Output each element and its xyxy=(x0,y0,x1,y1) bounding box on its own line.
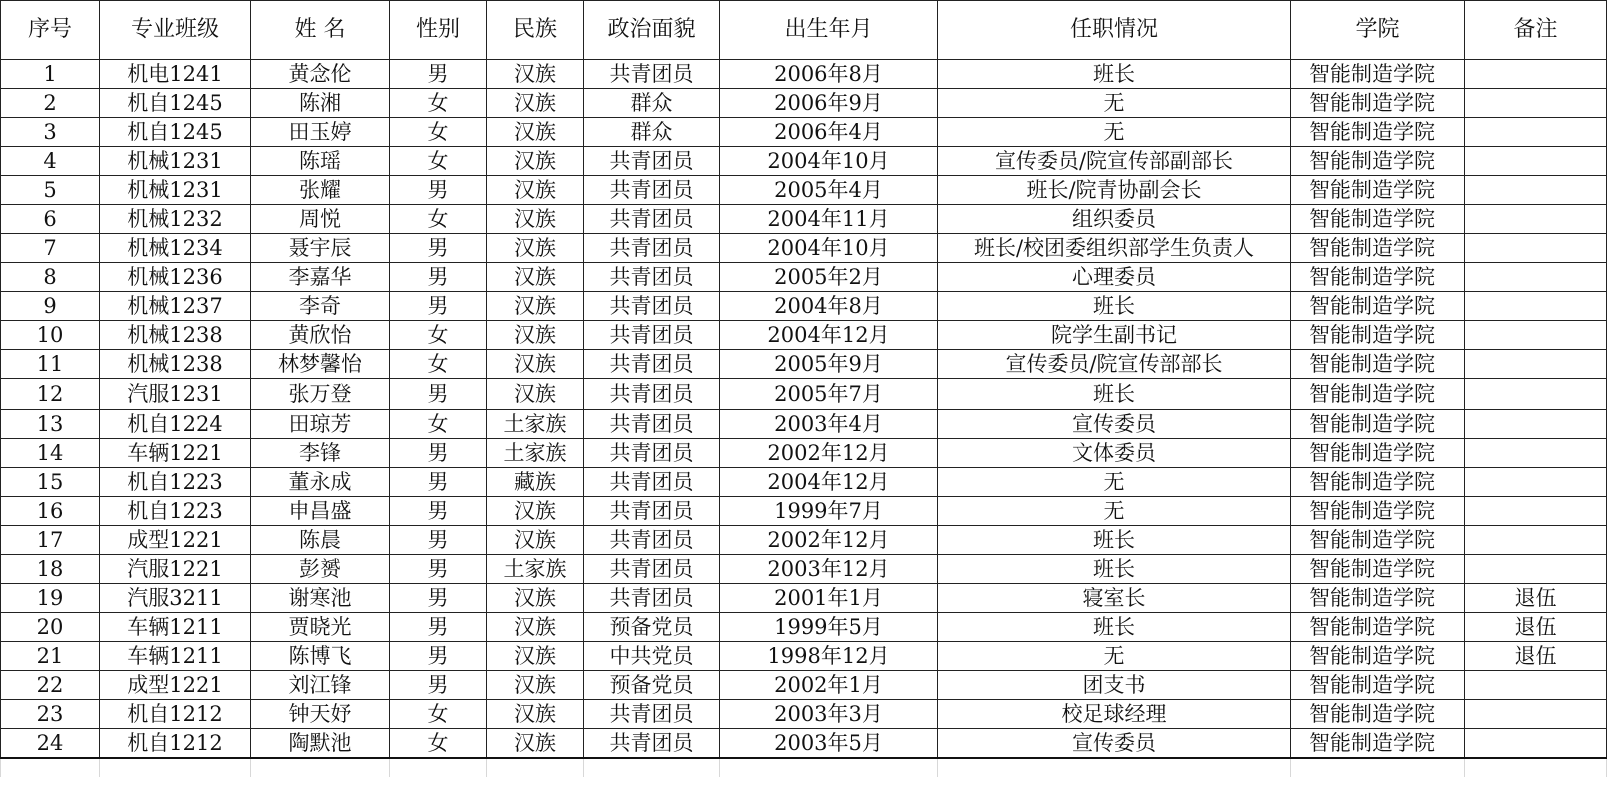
cell-political-status[interactable]: 共青团员 xyxy=(584,584,720,613)
table-row xyxy=(1,60,1607,89)
cell-political-status[interactable]: 共青团员 xyxy=(584,497,720,526)
table-row xyxy=(1,439,1607,468)
cell-political-status[interactable]: 共青团员 xyxy=(584,60,720,89)
cell-class[interactable]: 汽服1231 xyxy=(100,379,251,410)
table-row xyxy=(1,292,1607,321)
cell-index[interactable]: 5 xyxy=(1,176,100,205)
cell-ethnicity[interactable]: 汉族 xyxy=(487,642,584,671)
cell-ethnicity[interactable]: 汉族 xyxy=(487,700,584,729)
cell-position[interactable]: 班长 xyxy=(938,379,1291,410)
cell-index[interactable]: 4 xyxy=(1,147,100,176)
cell-college[interactable]: 智能制造学院 xyxy=(1291,205,1465,234)
cell-ethnicity[interactable]: 汉族 xyxy=(487,263,584,292)
empty-cell[interactable] xyxy=(584,758,720,777)
cell-position[interactable]: 无 xyxy=(938,89,1291,118)
table-row xyxy=(1,321,1607,350)
cell-name[interactable]: 陈湘 xyxy=(251,89,390,118)
cell-college[interactable]: 智能制造学院 xyxy=(1291,234,1465,263)
cell-index[interactable]: 9 xyxy=(1,292,100,321)
cell-ethnicity[interactable]: 汉族 xyxy=(487,205,584,234)
cell-college[interactable]: 智能制造学院 xyxy=(1291,555,1465,584)
cell-name[interactable]: 陈晨 xyxy=(251,526,390,555)
cell-name[interactable]: 陶默池 xyxy=(251,729,390,759)
cell-ethnicity[interactable]: 土家族 xyxy=(487,555,584,584)
cell-political-status[interactable]: 共青团员 xyxy=(584,147,720,176)
cell-birth-date[interactable]: 2003年3月 xyxy=(720,700,938,729)
cell-name[interactable]: 李锋 xyxy=(251,439,390,468)
cell-name[interactable]: 钟天妤 xyxy=(251,700,390,729)
cell-index[interactable]: 10 xyxy=(1,321,100,350)
cell-political-status[interactable]: 共青团员 xyxy=(584,176,720,205)
cell-class[interactable]: 车辆1211 xyxy=(100,642,251,671)
cell-remarks[interactable] xyxy=(1465,700,1607,729)
table-row xyxy=(1,176,1607,205)
cell-position[interactable]: 文体委员 xyxy=(938,439,1291,468)
cell-political-status[interactable]: 共青团员 xyxy=(584,526,720,555)
cell-name[interactable]: 陈博飞 xyxy=(251,642,390,671)
header-cell-ethnicity[interactable]: 民族 xyxy=(487,1,584,60)
table-row xyxy=(1,497,1607,526)
cell-remarks[interactable] xyxy=(1465,350,1607,379)
cell-gender[interactable]: 男 xyxy=(390,497,487,526)
cell-gender[interactable]: 男 xyxy=(390,555,487,584)
table-row xyxy=(1,526,1607,555)
cell-position[interactable]: 无 xyxy=(938,497,1291,526)
cell-gender[interactable]: 女 xyxy=(390,729,487,759)
cell-index[interactable]: 18 xyxy=(1,555,100,584)
cell-birth-date[interactable]: 2002年12月 xyxy=(720,526,938,555)
cell-college[interactable]: 智能制造学院 xyxy=(1291,642,1465,671)
cell-remarks[interactable]: 退伍 xyxy=(1465,613,1607,642)
header-cell-position[interactable]: 任职情况 xyxy=(938,1,1291,60)
cell-gender[interactable]: 女 xyxy=(390,350,487,379)
cell-position[interactable]: 校足球经理 xyxy=(938,700,1291,729)
cell-college[interactable]: 智能制造学院 xyxy=(1291,671,1465,700)
cell-remarks[interactable] xyxy=(1465,468,1607,497)
cell-remarks[interactable] xyxy=(1465,147,1607,176)
cell-remarks[interactable]: 退伍 xyxy=(1465,584,1607,613)
table-row xyxy=(1,642,1607,671)
cell-political-status[interactable]: 预备党员 xyxy=(584,613,720,642)
cell-class[interactable]: 机自1245 xyxy=(100,118,251,147)
cell-index[interactable]: 19 xyxy=(1,584,100,613)
cell-index[interactable]: 11 xyxy=(1,350,100,379)
empty-cell[interactable] xyxy=(487,758,584,777)
cell-class[interactable]: 成型1221 xyxy=(100,526,251,555)
cell-college[interactable]: 智能制造学院 xyxy=(1291,350,1465,379)
cell-gender[interactable]: 女 xyxy=(390,321,487,350)
header-row xyxy=(1,1,1607,60)
table-row xyxy=(1,263,1607,292)
cell-college[interactable]: 智能制造学院 xyxy=(1291,410,1465,439)
cell-position[interactable]: 宣传委员/院宣传部部长 xyxy=(938,350,1291,379)
table-row xyxy=(1,410,1607,439)
cell-political-status[interactable]: 共青团员 xyxy=(584,263,720,292)
cell-political-status[interactable]: 预备党员 xyxy=(584,671,720,700)
cell-class[interactable]: 机自1224 xyxy=(100,410,251,439)
cell-political-status[interactable]: 共青团员 xyxy=(584,205,720,234)
cell-college[interactable]: 智能制造学院 xyxy=(1291,700,1465,729)
cell-index[interactable]: 12 xyxy=(1,379,100,410)
cell-position[interactable]: 团支书 xyxy=(938,671,1291,700)
cell-class[interactable]: 机械1237 xyxy=(100,292,251,321)
cell-position[interactable]: 班长 xyxy=(938,292,1291,321)
cell-ethnicity[interactable]: 土家族 xyxy=(487,439,584,468)
cell-index[interactable]: 16 xyxy=(1,497,100,526)
cell-position[interactable]: 班长 xyxy=(938,613,1291,642)
cell-gender[interactable]: 男 xyxy=(390,176,487,205)
cell-college[interactable]: 智能制造学院 xyxy=(1291,729,1465,759)
cell-class[interactable]: 车辆1221 xyxy=(100,439,251,468)
cell-birth-date[interactable]: 2005年2月 xyxy=(720,263,938,292)
cell-college[interactable]: 智能制造学院 xyxy=(1291,292,1465,321)
cell-name[interactable]: 李奇 xyxy=(251,292,390,321)
cell-position[interactable]: 班长/院青协副会长 xyxy=(938,176,1291,205)
cell-class[interactable]: 汽服1221 xyxy=(100,555,251,584)
cell-index[interactable]: 3 xyxy=(1,118,100,147)
cell-gender[interactable]: 男 xyxy=(390,234,487,263)
cell-ethnicity[interactable]: 汉族 xyxy=(487,379,584,410)
cell-college[interactable]: 智能制造学院 xyxy=(1291,468,1465,497)
cell-ethnicity[interactable]: 汉族 xyxy=(487,147,584,176)
cell-name[interactable]: 黄欣怡 xyxy=(251,321,390,350)
cell-birth-date[interactable]: 2005年9月 xyxy=(720,350,938,379)
cell-gender[interactable]: 男 xyxy=(390,642,487,671)
table-row xyxy=(1,729,1607,759)
cell-college[interactable]: 智能制造学院 xyxy=(1291,584,1465,613)
cell-college[interactable]: 智能制造学院 xyxy=(1291,89,1465,118)
cell-ethnicity[interactable]: 汉族 xyxy=(487,60,584,89)
cell-remarks[interactable] xyxy=(1465,263,1607,292)
empty-cell[interactable] xyxy=(720,758,938,777)
cell-political-status[interactable]: 共青团员 xyxy=(584,350,720,379)
cell-ethnicity[interactable]: 汉族 xyxy=(487,292,584,321)
table-row xyxy=(1,468,1607,497)
cell-position[interactable]: 班长 xyxy=(938,555,1291,584)
cell-political-status[interactable]: 群众 xyxy=(584,89,720,118)
empty-cell[interactable] xyxy=(1,758,100,777)
table-row xyxy=(1,700,1607,729)
cell-ethnicity[interactable]: 汉族 xyxy=(487,321,584,350)
table-row xyxy=(1,234,1607,263)
cell-birth-date[interactable]: 2004年10月 xyxy=(720,234,938,263)
cell-class[interactable]: 机自1245 xyxy=(100,89,251,118)
cell-college[interactable]: 智能制造学院 xyxy=(1291,526,1465,555)
header-cell-birth-date[interactable]: 出生年月 xyxy=(720,1,938,60)
cell-birth-date[interactable]: 2004年10月 xyxy=(720,147,938,176)
cell-birth-date[interactable]: 2003年5月 xyxy=(720,729,938,759)
cell-remarks[interactable] xyxy=(1465,118,1607,147)
cell-gender[interactable]: 男 xyxy=(390,526,487,555)
cell-index[interactable]: 22 xyxy=(1,671,100,700)
cell-college[interactable]: 智能制造学院 xyxy=(1291,321,1465,350)
empty-cell[interactable] xyxy=(1291,758,1465,777)
cell-gender[interactable]: 男 xyxy=(390,379,487,410)
cell-gender[interactable]: 女 xyxy=(390,89,487,118)
cell-index[interactable]: 23 xyxy=(1,700,100,729)
cell-gender[interactable]: 男 xyxy=(390,584,487,613)
cell-position[interactable]: 心理委员 xyxy=(938,263,1291,292)
cell-name[interactable]: 张耀 xyxy=(251,176,390,205)
cell-birth-date[interactable]: 2005年4月 xyxy=(720,176,938,205)
cell-name[interactable]: 黄念伦 xyxy=(251,60,390,89)
cell-birth-date[interactable]: 2002年12月 xyxy=(720,439,938,468)
cell-class[interactable]: 机械1234 xyxy=(100,234,251,263)
empty-cell[interactable] xyxy=(100,758,251,777)
cell-political-status[interactable]: 群众 xyxy=(584,118,720,147)
cell-name[interactable]: 谢寒池 xyxy=(251,584,390,613)
cell-position[interactable]: 无 xyxy=(938,118,1291,147)
cell-class[interactable]: 车辆1211 xyxy=(100,613,251,642)
cell-birth-date[interactable]: 2004年11月 xyxy=(720,205,938,234)
cell-ethnicity[interactable]: 汉族 xyxy=(487,176,584,205)
cell-remarks[interactable] xyxy=(1465,526,1607,555)
cell-position[interactable]: 无 xyxy=(938,468,1291,497)
cell-ethnicity[interactable]: 汉族 xyxy=(487,118,584,147)
cell-class[interactable]: 机电1241 xyxy=(100,60,251,89)
cell-remarks[interactable] xyxy=(1465,410,1607,439)
cell-ethnicity[interactable]: 汉族 xyxy=(487,350,584,379)
cell-index[interactable]: 14 xyxy=(1,439,100,468)
cell-birth-date[interactable]: 2001年1月 xyxy=(720,584,938,613)
cell-birth-date[interactable]: 1999年7月 xyxy=(720,497,938,526)
cell-name[interactable]: 董永成 xyxy=(251,468,390,497)
cell-class[interactable]: 机械1238 xyxy=(100,321,251,350)
cell-college[interactable]: 智能制造学院 xyxy=(1291,147,1465,176)
cell-class[interactable]: 机自1223 xyxy=(100,468,251,497)
cell-class[interactable]: 机械1238 xyxy=(100,350,251,379)
cell-birth-date[interactable]: 2004年12月 xyxy=(720,468,938,497)
cell-political-status[interactable]: 共青团员 xyxy=(584,234,720,263)
cell-position[interactable]: 院学生副书记 xyxy=(938,321,1291,350)
table-row xyxy=(1,584,1607,613)
cell-name[interactable]: 申昌盛 xyxy=(251,497,390,526)
table-row xyxy=(1,379,1607,410)
cell-political-status[interactable]: 共青团员 xyxy=(584,468,720,497)
cell-name[interactable]: 刘江锋 xyxy=(251,671,390,700)
cell-remarks[interactable] xyxy=(1465,671,1607,700)
cell-college[interactable]: 智能制造学院 xyxy=(1291,118,1465,147)
cell-ethnicity[interactable]: 汉族 xyxy=(487,89,584,118)
cell-remarks[interactable] xyxy=(1465,321,1607,350)
cell-class[interactable]: 机械1231 xyxy=(100,147,251,176)
cell-gender[interactable]: 男 xyxy=(390,468,487,497)
cell-birth-date[interactable]: 2006年8月 xyxy=(720,60,938,89)
header-cell-gender[interactable]: 性别 xyxy=(390,1,487,60)
table-row xyxy=(1,118,1607,147)
cell-political-status[interactable]: 共青团员 xyxy=(584,410,720,439)
cell-class[interactable]: 机械1231 xyxy=(100,176,251,205)
cell-college[interactable]: 智能制造学院 xyxy=(1291,613,1465,642)
header-cell-class[interactable]: 专业班级 xyxy=(100,1,251,60)
cell-index[interactable]: 20 xyxy=(1,613,100,642)
cell-ethnicity[interactable]: 汉族 xyxy=(487,497,584,526)
cell-index[interactable]: 2 xyxy=(1,89,100,118)
cell-remarks[interactable] xyxy=(1465,729,1607,759)
cell-index[interactable]: 24 xyxy=(1,729,100,759)
header-cell-index[interactable]: 序号 xyxy=(1,1,100,60)
cell-birth-date[interactable]: 2004年8月 xyxy=(720,292,938,321)
cell-index[interactable]: 1 xyxy=(1,60,100,89)
cell-class[interactable]: 机械1232 xyxy=(100,205,251,234)
cell-gender[interactable]: 男 xyxy=(390,671,487,700)
cell-position[interactable]: 班长 xyxy=(938,60,1291,89)
cell-gender[interactable]: 男 xyxy=(390,263,487,292)
cell-class[interactable]: 机自1212 xyxy=(100,729,251,759)
cell-position[interactable]: 宣传委员 xyxy=(938,729,1291,759)
cell-remarks[interactable] xyxy=(1465,176,1607,205)
cell-class[interactable]: 机自1223 xyxy=(100,497,251,526)
cell-gender[interactable]: 女 xyxy=(390,147,487,176)
cell-gender[interactable]: 男 xyxy=(390,60,487,89)
header-cell-remarks[interactable]: 备注 xyxy=(1465,1,1607,60)
cell-remarks[interactable] xyxy=(1465,379,1607,410)
cell-remarks[interactable] xyxy=(1465,205,1607,234)
cell-political-status[interactable]: 共青团员 xyxy=(584,555,720,584)
cell-gender[interactable]: 女 xyxy=(390,205,487,234)
cell-college[interactable]: 智能制造学院 xyxy=(1291,263,1465,292)
cell-position[interactable]: 宣传委员 xyxy=(938,410,1291,439)
cell-college[interactable]: 智能制造学院 xyxy=(1291,379,1465,410)
header-cell-college[interactable]: 学院 xyxy=(1291,1,1465,60)
cell-name[interactable]: 田玉婷 xyxy=(251,118,390,147)
cell-political-status[interactable]: 中共党员 xyxy=(584,642,720,671)
cell-remarks[interactable] xyxy=(1465,60,1607,89)
cell-remarks[interactable] xyxy=(1465,234,1607,263)
cell-birth-date[interactable]: 2006年9月 xyxy=(720,89,938,118)
table-row xyxy=(1,205,1607,234)
cell-name[interactable]: 周悦 xyxy=(251,205,390,234)
table-row xyxy=(1,671,1607,700)
cell-remarks[interactable] xyxy=(1465,89,1607,118)
cell-name[interactable]: 张万登 xyxy=(251,379,390,410)
cell-index[interactable]: 6 xyxy=(1,205,100,234)
cell-position[interactable]: 寝室长 xyxy=(938,584,1291,613)
cell-birth-date[interactable]: 2002年1月 xyxy=(720,671,938,700)
cell-political-status[interactable]: 共青团员 xyxy=(584,292,720,321)
cell-position[interactable]: 组织委员 xyxy=(938,205,1291,234)
table-row xyxy=(1,350,1607,379)
cell-index[interactable]: 21 xyxy=(1,642,100,671)
cell-birth-date[interactable]: 2004年12月 xyxy=(720,321,938,350)
cell-position[interactable]: 宣传委员/院宣传部副部长 xyxy=(938,147,1291,176)
cell-gender[interactable]: 男 xyxy=(390,439,487,468)
cell-index[interactable]: 8 xyxy=(1,263,100,292)
cell-class[interactable]: 机自1212 xyxy=(100,700,251,729)
table-row xyxy=(1,89,1607,118)
cell-class[interactable]: 机械1236 xyxy=(100,263,251,292)
cell-political-status[interactable]: 共青团员 xyxy=(584,729,720,759)
cell-gender[interactable]: 男 xyxy=(390,613,487,642)
cell-position[interactable]: 无 xyxy=(938,642,1291,671)
cell-college[interactable]: 智能制造学院 xyxy=(1291,439,1465,468)
cell-ethnicity[interactable]: 汉族 xyxy=(487,729,584,759)
cell-college[interactable]: 智能制造学院 xyxy=(1291,497,1465,526)
cell-political-status[interactable]: 共青团员 xyxy=(584,321,720,350)
cell-position[interactable]: 班长/校团委组织部学生负责人 xyxy=(938,234,1291,263)
cell-name[interactable]: 聂宇辰 xyxy=(251,234,390,263)
cell-gender[interactable]: 女 xyxy=(390,410,487,439)
cell-name[interactable]: 李嘉华 xyxy=(251,263,390,292)
table-row xyxy=(1,147,1607,176)
cell-birth-date[interactable]: 2003年4月 xyxy=(720,410,938,439)
cell-name[interactable]: 贾晓光 xyxy=(251,613,390,642)
cell-index[interactable]: 17 xyxy=(1,526,100,555)
cell-college[interactable]: 智能制造学院 xyxy=(1291,60,1465,89)
cell-ethnicity[interactable]: 汉族 xyxy=(487,613,584,642)
cell-ethnicity[interactable]: 汉族 xyxy=(487,584,584,613)
cell-gender[interactable]: 男 xyxy=(390,292,487,321)
cell-remarks[interactable] xyxy=(1465,497,1607,526)
cell-index[interactable]: 15 xyxy=(1,468,100,497)
cell-name[interactable]: 陈瑶 xyxy=(251,147,390,176)
header-cell-political-status[interactable]: 政治面貌 xyxy=(584,1,720,60)
cell-political-status[interactable]: 共青团员 xyxy=(584,700,720,729)
cell-ethnicity[interactable]: 汉族 xyxy=(487,671,584,700)
cell-name[interactable]: 彭赟 xyxy=(251,555,390,584)
cell-class[interactable]: 成型1221 xyxy=(100,671,251,700)
empty-row xyxy=(1,758,1607,777)
cell-college[interactable]: 智能制造学院 xyxy=(1291,176,1465,205)
cell-birth-date[interactable]: 2003年12月 xyxy=(720,555,938,584)
cell-position[interactable]: 班长 xyxy=(938,526,1291,555)
cell-index[interactable]: 7 xyxy=(1,234,100,263)
empty-cell[interactable] xyxy=(1465,758,1607,777)
cell-remarks[interactable] xyxy=(1465,439,1607,468)
cell-political-status[interactable]: 共青团员 xyxy=(584,439,720,468)
cell-gender[interactable]: 女 xyxy=(390,118,487,147)
empty-cell[interactable] xyxy=(938,758,1291,777)
cell-ethnicity[interactable]: 藏族 xyxy=(487,468,584,497)
cell-birth-date[interactable]: 1999年5月 xyxy=(720,613,938,642)
cell-ethnicity[interactable]: 汉族 xyxy=(487,526,584,555)
cell-birth-date[interactable]: 2006年4月 xyxy=(720,118,938,147)
table-body xyxy=(1,60,1607,778)
cell-name[interactable]: 田琼芳 xyxy=(251,410,390,439)
cell-ethnicity[interactable]: 汉族 xyxy=(487,234,584,263)
cell-class[interactable]: 汽服3211 xyxy=(100,584,251,613)
cell-birth-date[interactable]: 2005年7月 xyxy=(720,379,938,410)
cell-birth-date[interactable]: 1998年12月 xyxy=(720,642,938,671)
empty-cell[interactable] xyxy=(390,758,487,777)
table-row xyxy=(1,555,1607,584)
cell-remarks[interactable]: 退伍 xyxy=(1465,642,1607,671)
empty-cell[interactable] xyxy=(251,758,390,777)
cell-remarks[interactable] xyxy=(1465,555,1607,584)
cell-remarks[interactable] xyxy=(1465,292,1607,321)
header-cell-name[interactable]: 姓 名 xyxy=(251,1,390,60)
cell-political-status[interactable]: 共青团员 xyxy=(584,379,720,410)
cell-index[interactable]: 13 xyxy=(1,410,100,439)
table-row xyxy=(1,613,1607,642)
cell-name[interactable]: 林梦馨怡 xyxy=(251,350,390,379)
cell-ethnicity[interactable]: 土家族 xyxy=(487,410,584,439)
cell-gender[interactable]: 女 xyxy=(390,700,487,729)
